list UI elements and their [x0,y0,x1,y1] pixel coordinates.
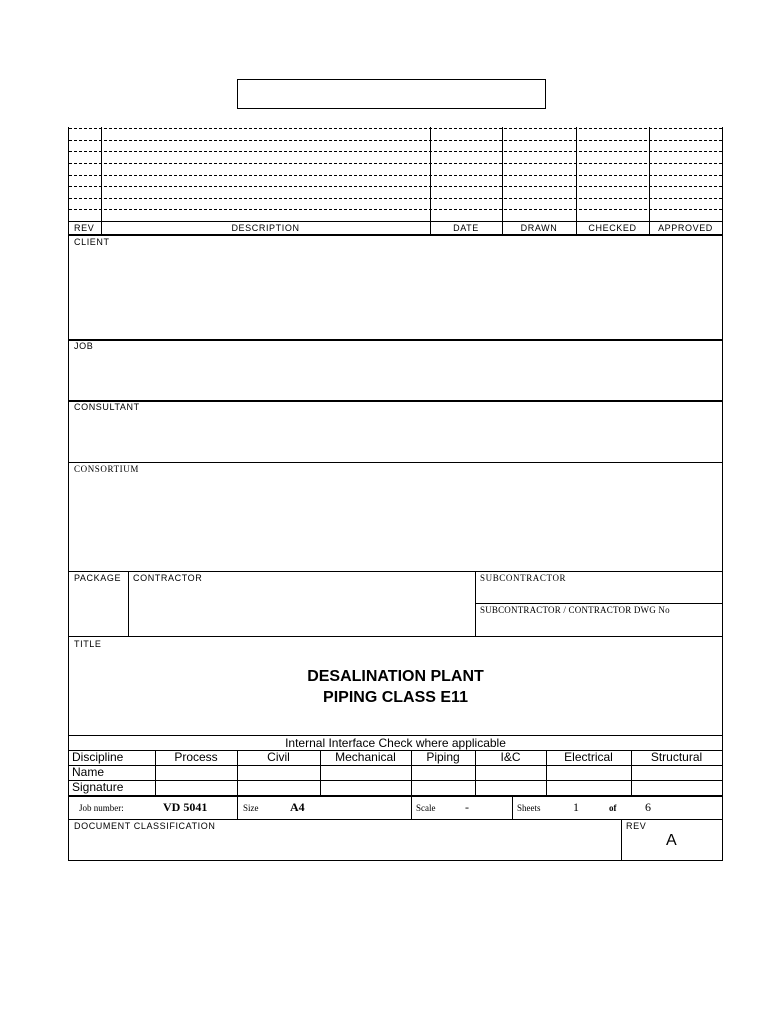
date-header: DATE [453,223,479,233]
footer-rev-label: REV [626,821,647,831]
discipline-process: Process [174,750,218,764]
sheets-total: 6 [645,800,651,814]
title-sheet [68,127,723,861]
interface-check-heading: Internal Interface Check where applicable [285,736,506,750]
discipline-label: Discipline [72,750,124,764]
title-line-2: PIPING CLASS E11 [323,689,468,706]
of-label: of [609,803,617,813]
discipline-electrical: Electrical [564,750,613,764]
package-label: PACKAGE [74,573,122,583]
title-label: TITLE [74,639,102,649]
subcontractor-dwg-label: SUBCONTRACTOR / CONTRACTOR DWG No [480,605,670,615]
job-number-label: Job number: [79,803,124,813]
consortium-label: CONSORTIUM [74,464,139,474]
rev-header: REV [74,223,95,233]
size-label: Size [243,803,259,813]
sheets-label: Sheets [517,803,541,813]
discipline-mechanical: Mechanical [335,750,396,764]
document-classification-label: DOCUMENT CLASSIFICATION [74,821,216,831]
description-header: DESCRIPTION [231,223,300,233]
drawn-header: DRAWN [520,223,558,233]
scale-value: - [465,800,469,814]
size-value: A4 [290,800,305,814]
sheet-bottom-border [68,860,723,861]
client-label: CLIENT [74,237,110,247]
title-line-1: DESALINATION PLANT [307,668,484,685]
job-number-value: VD 5041 [163,800,208,814]
discipline-structural: Structural [650,750,703,764]
contractor-label: CONTRACTOR [133,573,203,583]
discipline-piping: Piping [426,750,460,764]
document-number-box [237,79,546,109]
footer-rev-value: A [666,832,677,849]
signature-label: Signature [72,780,124,794]
discipline-civil: Civil [267,750,290,764]
scale-label: Scale [416,803,436,813]
checked-header: CHECKED [588,223,637,233]
name-label: Name [72,765,105,779]
approved-header: APPROVED [658,223,713,233]
consultant-label: CONSULTANT [74,402,140,412]
subcontractor-label: SUBCONTRACTOR [480,573,567,583]
discipline-ic: I&C [500,750,521,764]
job-label: JOB [74,341,94,351]
sheet-number: 1 [573,800,579,814]
